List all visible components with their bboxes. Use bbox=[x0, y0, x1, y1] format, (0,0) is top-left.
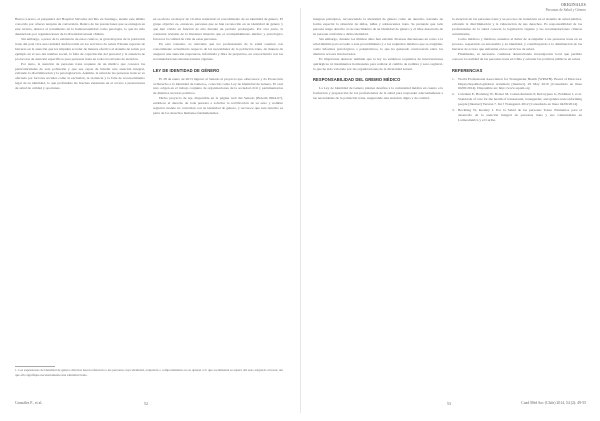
paragraph: Por tanto, la atención de personas trans requiere de un médico que conozca las particularidades de esta población y que sea capaz de brindar una atención integral, evitando la discriminación y la patologización. Además, la salud de las personas trans se ve afectada por factores sociales como la exclusión, la violencia y la falta de reconocimiento legal de su identidad, lo que profundiza las brechas existentes en el acceso a prestaciones de salud de calidad y oportunas. bbox=[15, 61, 145, 91]
right-page bbox=[300, 0, 600, 421]
paragraph: Sin embargo, a pesar de la existencia de estos centros, la gran mayoría de la población trans del país vive una realidad desfavorable en los servicios de salud. Existen reportes de barreras en la atención que les impiden acceder de manera efectiva al sistema de salud, por ejemplo en el uso del nombre social, la falta de capacitación del personal y la ausencia de protocolos de atención específicos para personas trans en todos los niveles de atención. bbox=[15, 36, 145, 61]
reference-list bbox=[452, 77, 582, 124]
paragraph: en su efecto en mayor de 10 años reiterando el conocimiento de su identidad de género. El grupo objetivo es, entonces, personas que se han reconocido en su identidad de género y que han vivido en función de ella durante un periodo prolongado. Por otra parte, la constante revisión de la literatura muestra que el acompañamiento médico y psicológico favorece la calidad de vida de estas personas. bbox=[153, 17, 283, 41]
section-heading-medical-responsibility: RESPONSABILIDAD DEL GREMIO MÉDICO bbox=[313, 77, 401, 83]
paragraph: Sin embargo, durante los últimos años han existido diversas discusiones en torno a la edad mínima para acceder a este procedimiento y a los requisitos médicos que se exigirían, como informes psicológicos o psiquiátricos, lo que ha generado controversia entre los distintos actores involucrados. bbox=[313, 36, 443, 56]
reference-text: World Professional Association for Transgender Health (WPATH). Board of Directors. Depsychopathologisation statement [Internet]. 26 May 2010 [Consultado en línea 04/06/2014]. Disponible en: http://www.wpath.org bbox=[458, 76, 582, 91]
paragraph: El 28 de enero de 2013 ingresó al Senado el proyecto que «Reconoce y da Protección al Derecho a la Identidad de Género», conocido como Ley de Identidad de Género. El cual tuvo origen en el trabajo conjunto de organizaciones de la sociedad civil y parlamentarios de distintos sectores políticos. bbox=[153, 76, 283, 96]
reference-number: 1. bbox=[452, 76, 455, 81]
footnote: 1. Las expresiones de identidad de género diversas hacen referencia a las personas cuya identidad, expresión o comportamiento no se ajustan a lo que socialmente se espera del sexo asignado al nacer, sin que ello signifique necesariamente una identidad trans. bbox=[15, 368, 283, 377]
paragraph: En este contexto, es relevante que los profesionales de la salud cuenten con conocimiento actualizado respecto de las necesidades de la población trans, de manera de asegurar una atención respetuosa, informada y libre de prejuicios, en concordancia con las recomendaciones internacionales vigentes. bbox=[153, 41, 283, 61]
left-column-1 bbox=[15, 17, 145, 91]
paragraph: Dicho proyecto de ley, disponible en la página web del Senado (Boletín 8924-07), establece el derecho de toda persona a solicitar la rectificación de su sexo y nombre registral cuando no coincidan con su identidad de género, y reconoce que este derecho es parte de los derechos humanos fundamentales. bbox=[153, 96, 283, 116]
paragraph: Es importante destacar también que la ley no establece requisitos de intervenciones quirúrgicas ni tratamientos hormonales para realizar el cambio de nombre y sexo registral, lo que ha sido valorado por las organizaciones de la diversidad sexual. bbox=[313, 56, 443, 71]
running-head bbox=[546, 3, 586, 12]
left-column-2 bbox=[153, 17, 283, 116]
author-footer: González F., et al. bbox=[15, 401, 43, 405]
reference-number: 3. bbox=[452, 108, 455, 113]
paragraph: la atención de las personas trans y su proceso de transición en el sistema de salud pública, evitando la discriminación y la vulneración de sus derechos. Es responsabilidad de los profesionales de la salud conocer la legislación vigente y las recomendaciones clínicas actualizadas. bbox=[452, 17, 582, 36]
reference-text: Coleman E, Bockting W, Botzer M, Cohen-Kettenis P, DeCuypere G, Feldman J, et al. Standards of care for the health of transsexual, transgender, and gender-nonconforming people [Internet] Version 7. Int J Transgend. 2012 [Consultado en línea 04/06/2014]. bbox=[458, 92, 582, 107]
running-head-title: ORIGINALES bbox=[561, 3, 586, 7]
paragraph: integran principios, reconociendo la identidad de género como un derecho, tratando de forma especial la situación de niños, niñas y adolescentes trans. Se pretende que toda persona tenga derecho al reconocimiento de su identidad de género y al libre desarrollo de su persona conforme a dicha identidad. bbox=[313, 17, 443, 36]
journal-footer: Cuad Méd Soc (Chile) 2014, 54 (2): 49-55 bbox=[521, 401, 586, 405]
section-heading-gender-identity-law: LEY DE IDENTIDAD DE GÉNERO bbox=[153, 67, 220, 73]
reference-item bbox=[452, 108, 582, 123]
section-heading-references: REFERENCIAS bbox=[452, 67, 483, 73]
paragraph: Finalmente, es necesario continuar desarrollando investigación local que permita conocer la realidad de las personas trans en Chile y orientar las políticas públicas en salud. bbox=[452, 51, 582, 61]
paragraph: La Ley de Identidad de Género plantea desafíos a la comunidad médica en cuanto a la formación y preparación de los profesionales de la salud para responder adecuadamente a las necesidades de la población trans, asegurando una atención digna y de calidad. bbox=[313, 86, 443, 101]
right-column-1 bbox=[313, 17, 443, 101]
footnote-rule bbox=[15, 366, 55, 367]
page-number-right: 53 bbox=[447, 401, 451, 406]
right-column-2 bbox=[452, 17, 582, 124]
reference-item bbox=[452, 92, 582, 107]
running-head-subtitle: Personas de Salud y Género bbox=[545, 7, 586, 12]
reference-text: Bockting W, Keatley J. Por la Salud de las personas Trans: Elementos para el desarrollo de la atención integral de personas trans y sus comunidades en Latinoamérica y el Caribe. bbox=[458, 108, 582, 123]
page-number-left: 52 bbox=[144, 401, 148, 406]
reference-item bbox=[452, 77, 582, 92]
paragraph: Barros Lucero, el psiquiatra del Hospital Salvador del Río en Santiago, siendo este último conocido por ofrecer terapias de conversión. Dentro de las prestaciones que se entregan en este recinto, destaca el tratamiento de la homosexualidad como patología, lo que ha sido denunciado por organizaciones de la diversidad sexual chilena. bbox=[15, 17, 145, 36]
reference-number: 2. bbox=[452, 92, 455, 97]
paragraph: Como médicos y médicas, tenemos el deber de acompañar a las personas trans en su proceso, respetando su autonomía y su identidad, y contribuyendo a la disminución de las barreras de acceso que enfrentan en los servicios de salud. bbox=[452, 36, 582, 51]
